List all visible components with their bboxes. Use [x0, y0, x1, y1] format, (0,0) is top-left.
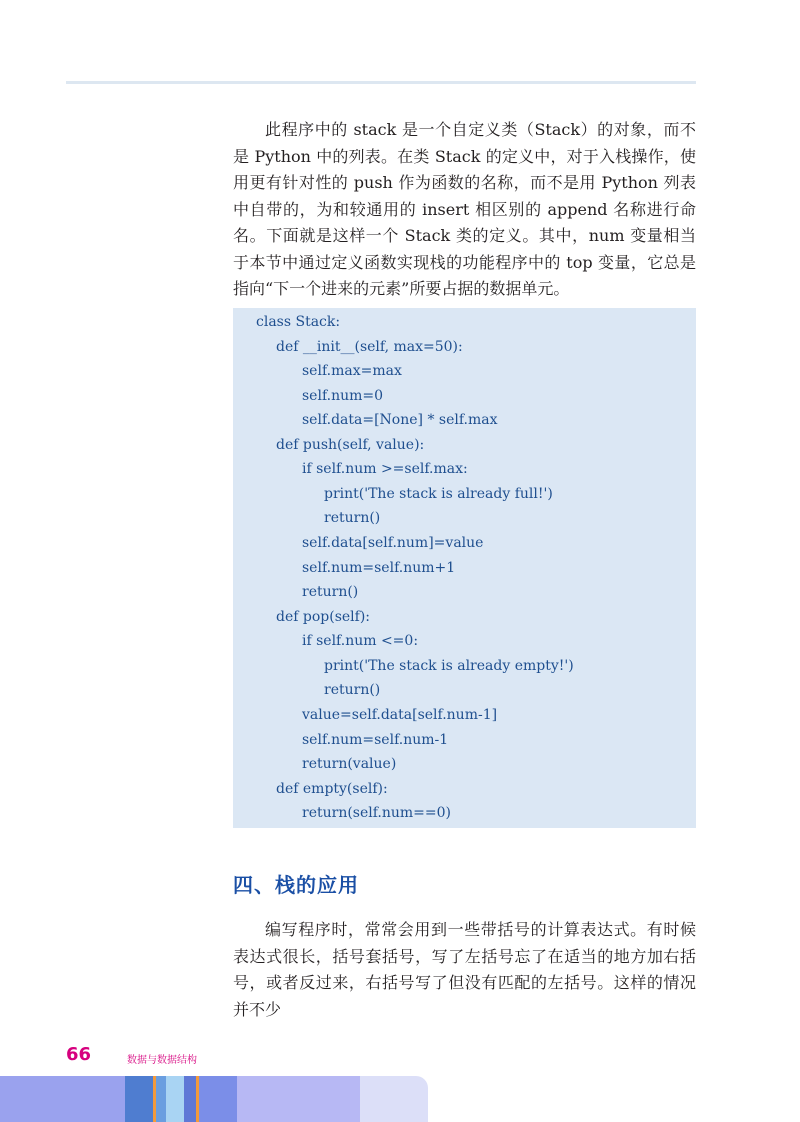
band-segment: [199, 1076, 237, 1122]
code-line: print('The stack is already empty!'): [324, 658, 574, 674]
band-segment: [166, 1076, 184, 1122]
code-line: return(value): [302, 756, 397, 772]
code-line: self.num=self.num+1: [302, 560, 456, 576]
page-number: 66: [66, 1044, 92, 1065]
band-segment: [0, 1076, 125, 1122]
header-rule: [66, 81, 696, 84]
band-segment: [184, 1076, 196, 1122]
code-line: def pop(self):: [276, 609, 371, 625]
code-line: self.data[self.num]=value: [302, 535, 484, 551]
code-line: self.max=max: [302, 363, 402, 379]
code-line: print('The stack is already full!'): [324, 486, 553, 502]
code-line: value=self.data[self.num-1]: [302, 707, 498, 723]
intro-text: 此程序中的 stack 是一个自定义类（Stack）的对象，而不是 Python 中的列表。在类 Stack 的定义中，对于入栈操作，使用更有针对性的 push 作为函数的名称，而不是用 Python 列表中自带的，为和较通用的 insert 相区别的 append 名称进行命名。下面就是这样一个 Stack 类的定义。其中，num 变量相当于本节中通过定义函数实现栈的功能程序中的 top 变量，它总是指向“下一个进来的元素”所要占据的数据单元。: [233, 120, 696, 298]
code-line: self.num=0: [302, 388, 384, 404]
code-line: self.data=[None] * self.max: [302, 412, 498, 428]
code-line: return(): [324, 510, 381, 526]
band-segment: [156, 1076, 166, 1122]
band-segment: [360, 1076, 428, 1122]
code-line: return(self.num==0): [302, 805, 452, 821]
code-line: def __init__(self, max=50):: [276, 339, 463, 355]
footer-band: [0, 1076, 800, 1122]
section-heading: 四、栈的应用: [233, 873, 359, 897]
code-line: class Stack:: [256, 314, 341, 330]
code-line: return(): [302, 584, 359, 600]
body-paragraph: [233, 917, 696, 1023]
book-title: 数据与数据结构: [127, 1055, 197, 1066]
band-segment: [125, 1076, 153, 1122]
intro-paragraph: [233, 117, 696, 303]
code-line: def empty(self):: [276, 781, 388, 797]
code-line: if self.num >=self.max:: [302, 461, 468, 477]
body-text: 编写程序时，常常会用到一些带括号的计算表达式。有时候表达式很长，括号套括号，写了左括号忘了在适当的地方加右括号，或者反过来，右括号写了但没有匹配的左括号。这样的情况并不少: [233, 920, 696, 1019]
band-segment: [237, 1076, 360, 1122]
code-line: def push(self, value):: [276, 437, 425, 453]
code-listing: [233, 308, 696, 828]
code-line: return(): [324, 682, 381, 698]
code-line: self.num=self.num-1: [302, 732, 449, 748]
code-line: if self.num <=0:: [302, 633, 419, 649]
